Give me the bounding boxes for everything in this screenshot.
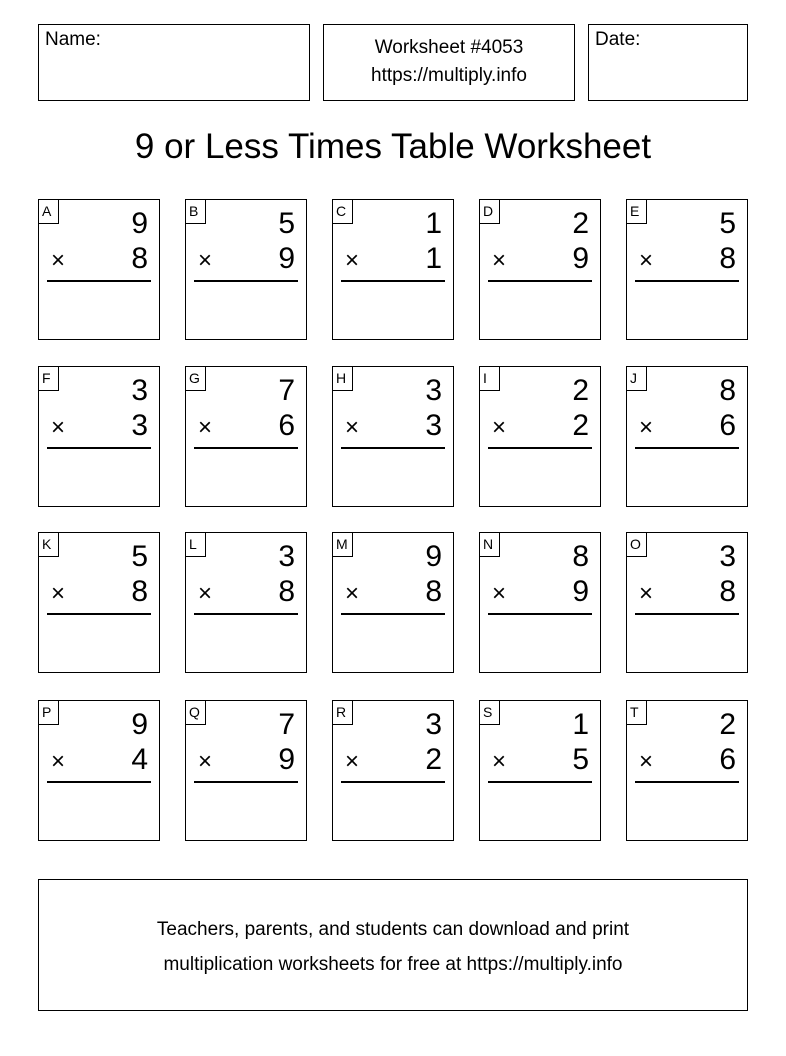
problem-box [626,199,748,340]
footer-line-1: Teachers, parents, and students can download and print [156,919,630,940]
times-sign: × [639,580,654,607]
answer-line [47,280,151,282]
problem-label: T [627,701,647,725]
times-sign: × [51,414,66,441]
multiplicand: 9 [131,708,148,741]
problem-label: J [627,367,647,391]
multiplier: 8 [131,242,148,275]
problem-label: E [627,200,647,224]
multiplier: 9 [278,242,295,275]
problem-label: L [186,533,206,557]
times-sign: × [198,247,213,274]
problem-box [479,700,601,841]
multiplier: 8 [719,575,736,608]
multiplicand: 9 [425,540,442,573]
name-field-box [38,24,310,101]
problem-box [479,199,601,340]
problem-box [479,366,601,507]
answer-line [341,613,445,615]
multiplier: 4 [131,743,148,776]
date-field-box [588,24,748,101]
answer-line [341,280,445,282]
answer-line [488,613,592,615]
answer-line [194,280,298,282]
problem-label: G [186,367,206,391]
answer-line [341,447,445,449]
multiplier: 3 [425,409,442,442]
problem-label: M [333,533,353,557]
problem-box [332,199,454,340]
multiplicand: 8 [719,374,736,407]
multiplicand: 7 [278,374,295,407]
problem-box [626,366,748,507]
times-sign: × [198,580,213,607]
times-sign: × [345,580,360,607]
problem-box [38,532,160,673]
problem-label: O [627,533,647,557]
multiplicand: 3 [719,540,736,573]
times-sign: × [198,748,213,775]
problem-label: Q [186,701,206,725]
problem-box [332,366,454,507]
problem-label: F [39,367,59,391]
problem-label: D [480,200,500,224]
multiplicand: 5 [278,207,295,240]
multiplicand: 5 [131,540,148,573]
multiplier: 8 [719,242,736,275]
multiplier: 2 [425,743,442,776]
times-sign: × [51,247,66,274]
answer-line [635,781,739,783]
multiplier: 9 [278,743,295,776]
answer-line [635,613,739,615]
answer-line [194,613,298,615]
times-sign: × [639,748,654,775]
problem-box [185,199,307,340]
multiplicand: 2 [719,708,736,741]
problem-box [185,366,307,507]
answer-line [47,613,151,615]
multiplier: 6 [278,409,295,442]
multiplier: 2 [572,409,589,442]
multiplier: 9 [572,242,589,275]
multiplicand: 1 [425,207,442,240]
multiplicand: 1 [572,708,589,741]
multiplicand: 3 [425,374,442,407]
multiplier: 8 [131,575,148,608]
problem-label: C [333,200,353,224]
problem-box [185,532,307,673]
times-sign: × [639,247,654,274]
name-label: Name: [45,29,101,50]
answer-line [47,447,151,449]
multiplier: 1 [425,242,442,275]
times-sign: × [639,414,654,441]
times-sign: × [492,580,507,607]
multiplier: 5 [572,743,589,776]
answer-line [194,781,298,783]
multiplicand: 3 [278,540,295,573]
worksheet-url: https://multiply.info [371,65,527,86]
problem-box [38,700,160,841]
multiplicand: 3 [425,708,442,741]
problem-label: N [480,533,500,557]
problem-box [38,199,160,340]
answer-line [635,447,739,449]
times-sign: × [492,748,507,775]
answer-line [488,280,592,282]
problem-label: I [480,367,500,391]
problem-label: K [39,533,59,557]
answer-line [488,447,592,449]
footer-line-2: multiplication worksheets for free at https://multiply.info [163,954,623,975]
problem-label: B [186,200,206,224]
worksheet-number: Worksheet #4053 [374,37,524,58]
problem-box [332,700,454,841]
times-sign: × [51,748,66,775]
multiplier: 6 [719,409,736,442]
times-sign: × [492,247,507,274]
multiplicand: 2 [572,207,589,240]
multiplicand: 5 [719,207,736,240]
multiplicand: 2 [572,374,589,407]
multiplicand: 9 [131,207,148,240]
problem-box [332,532,454,673]
multiplier: 6 [719,743,736,776]
answer-line [488,781,592,783]
date-label: Date: [595,29,641,50]
multiplier: 9 [572,575,589,608]
times-sign: × [345,748,360,775]
answer-line [341,781,445,783]
times-sign: × [345,247,360,274]
problem-label: R [333,701,353,725]
multiplier: 8 [278,575,295,608]
problem-box [185,700,307,841]
footer-box [38,879,748,1011]
times-sign: × [198,414,213,441]
problem-label: P [39,701,59,725]
problem-label: A [39,200,59,224]
problem-box [626,532,748,673]
answer-line [635,280,739,282]
multiplier: 3 [131,409,148,442]
times-sign: × [51,580,66,607]
times-sign: × [345,414,360,441]
problem-box [38,366,160,507]
problem-label: H [333,367,353,391]
multiplier: 8 [425,575,442,608]
answer-line [47,781,151,783]
answer-line [194,447,298,449]
problem-box [479,532,601,673]
multiplicand: 7 [278,708,295,741]
times-sign: × [492,414,507,441]
worksheet-info-box [323,24,575,101]
page-title: 9 or Less Times Table Worksheet [134,127,652,166]
multiplicand: 3 [131,374,148,407]
multiplicand: 8 [572,540,589,573]
problem-box [626,700,748,841]
problem-label: S [480,701,500,725]
